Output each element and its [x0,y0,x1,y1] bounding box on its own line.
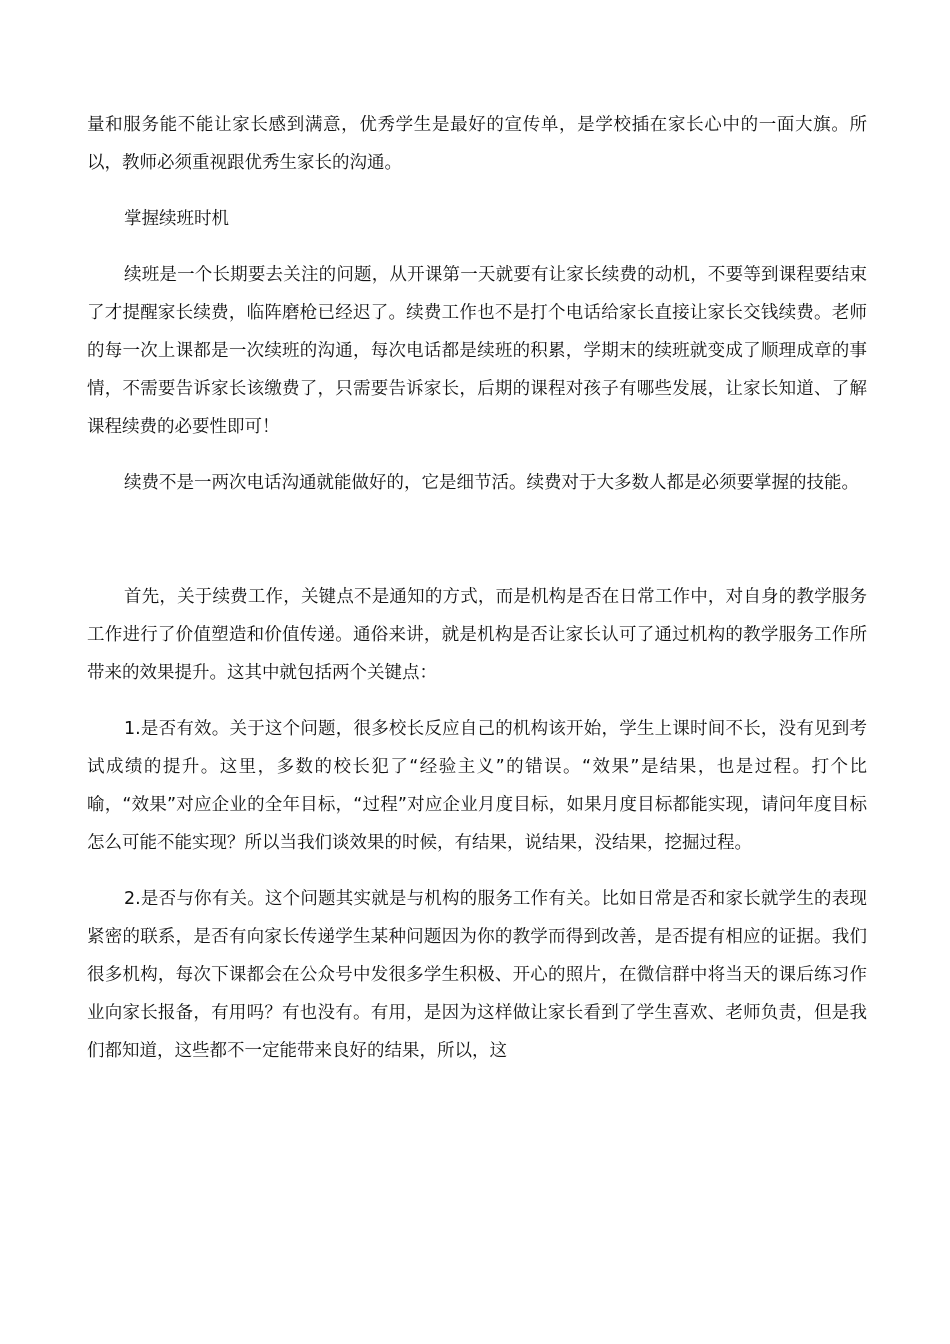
paragraph-renewal-skill: 续费不是一两次电话沟通就能做好的，它是细节活。续费对于大多数人都是必须要掌握的技能。 [124,473,859,493]
paragraph-point-effective: 1.是否有效。关于这个问题，很多校长反应自己的机构该开始，学生上课时间不长，没有见到考试成绩的提升。这里，多数的校长犯了“经验主义”的错误。“效果”是结果，也是过程。打个比喻，“效果”对应企业的全年目标，“过程”对应企业月度目标，如果月度目标都能实现，请问年度目标怎么可能不能实现？所以当我们谈效果的时候，有结果，说结果，没结果，挖掘过程。 [87,719,867,853]
section-heading: 掌握续班时机 [124,209,229,229]
document-page [87,106,867,1088]
paragraph-renewal-timing: 续班是一个长期要去关注的问题，从开课第一天就要有让家长续费的动机，不要等到课程要结束了才提醒家长续费，临阵磨枪已经迟了。续费工作也不是打个电话给家长直接让家长交钱续费。老师的每一次上课都是一次续班的沟通，每次电话都是续班的积累，学期末的续班就变成了顺理成章的事情，不需要告诉家长该缴费了，只需要告诉家长，后期的课程对孩子有哪些发展，让家长知道、了解课程续费的必要性即可！ [87,265,867,437]
paragraph-point-relevance: 2.是否与你有关。这个问题其实就是与机构的服务工作有关。比如日常是否和家长就学生的表现紧密的联系，是否有向家长传递学生某种问题因为你的教学而得到改善，是否提有相应的证据。我们很多机构，每次下课都会在公众号中发很多学生积极、开心的照片，在微信群中将当天的课后练习作业向家长报备，有用吗？有也没有。有用，是因为这样做让家长看到了学生喜欢、老师负责，但是我们都知道，这些都不一定能带来良好的结果，所以，这 [87,889,867,1061]
paragraph-key-points: 首先，关于续费工作，关键点不是通知的方式，而是机构是否在日常工作中，对自身的教学服务工作进行了价值塑造和价值传递。通俗来讲，就是机构是否让家长认可了通过机构的教学服务工作所带来的效果提升。这其中就包括两个关键点： [87,587,867,683]
paragraph-intro: 量和服务能不能让家长感到满意，优秀学生是最好的宣传单，是学校插在家长心中的一面大旗。所以，教师必须重视跟优秀生家长的沟通。 [87,115,867,173]
blank-space [87,520,867,578]
